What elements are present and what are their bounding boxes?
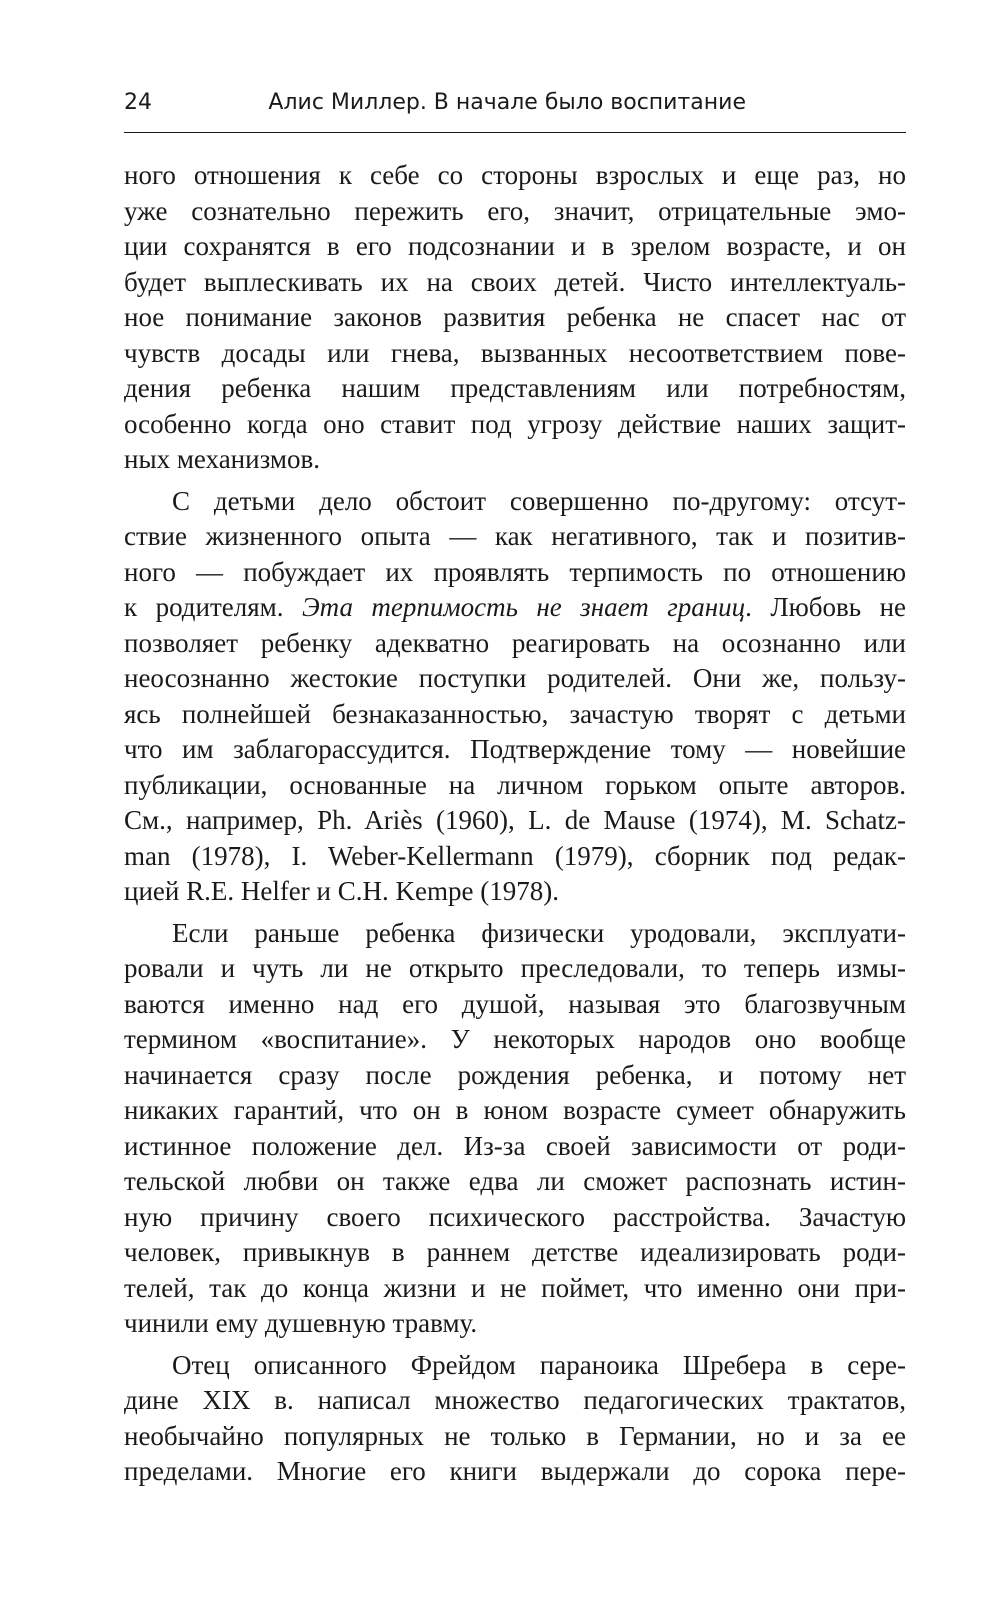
text-line: ного — побуждает их проявлять терпимость по отношению	[124, 556, 906, 587]
page-number: 24	[124, 90, 152, 115]
text-line: ваются именно над его душой, называя это благозвучным	[124, 988, 906, 1019]
running-title: Алис Миллер. В начале было воспитание	[268, 90, 746, 115]
text-line: уже сознательно пережить его, значит, отрицательные эмо-	[124, 195, 906, 226]
text-line: дения ребенка нашим представлениям или потребностям,	[124, 373, 906, 403]
text-run: . Любовь не	[745, 592, 906, 622]
text-line: начинается сразу после рождения ребенка, и потому нет	[124, 1059, 906, 1090]
text-line: неосознанно жестокие поступки родителей. Они же, пользу-	[124, 663, 906, 693]
text-line: человек, привыкнув в раннем детстве идеализировать роди-	[124, 1237, 906, 1267]
header-rule	[124, 132, 906, 133]
paragraph-1	[124, 158, 906, 478]
text-line: Отец описанного Фрейдом параноика Шребера в сере-	[172, 1349, 906, 1380]
text-line: ного отношения к себе со стороны взрослых и еще раз, но	[124, 160, 906, 190]
text-line: С детьми дело обстоит совершенно по-другому: отсут-	[172, 485, 906, 516]
text-line: ции сохранятся в его подсознании и в зрелом возрасте, и он	[124, 231, 906, 261]
text-line: истинное положение дел. Из-за своей зависимости от роди-	[124, 1130, 906, 1161]
text-line: телей, так до конца жизни и не поймет, что именно они при-	[124, 1272, 906, 1303]
running-head	[124, 86, 906, 126]
text-line: пределами. Многие его книги выдержали до сорока пере-	[124, 1456, 906, 1486]
text-line: чинили ему душевную травму.	[124, 1308, 478, 1338]
text-line: См., например, Ph. Ariès (1960), L. de Mause (1974), M. Schatz-	[124, 805, 906, 835]
text-line: man (1978), I. Weber-Kellermann (1979), сборник под редак-	[124, 840, 906, 871]
body-text	[124, 158, 906, 1490]
text-line: ных механизмов.	[124, 444, 320, 474]
text-line: тельской любви он также едва ли сможет распознать истин-	[124, 1166, 906, 1196]
paragraph-2	[124, 484, 906, 910]
text-line: ровали и чуть ли не открыто преследовали, то теперь измы-	[124, 953, 906, 983]
text-line: публикации, основанные на личном горьком опыте авторов.	[124, 769, 906, 800]
text-line: необычайно популярных не только в Германии, но и за ее	[124, 1420, 906, 1451]
text-line: цией R.E. Helfer и C.H. Kempe (1978).	[124, 876, 559, 906]
text-line: будет выплескивать их на своих детей. Чисто интеллектуаль-	[124, 266, 906, 297]
text-line: особенно когда оно ставит под угрозу действие наших защит-	[124, 408, 906, 439]
text-line: ясь полнейшей безнаказанностью, зачастую творят с детьми	[124, 698, 906, 729]
text-line: ную причину своего психического расстройства. Зачастую	[124, 1201, 906, 1232]
text-line: чувств досады или гнева, вызванных несоответствием пове-	[124, 337, 906, 368]
text-line: что им заблагорассудится. Подтверждение тому — новейшие	[124, 734, 906, 764]
text-line: Если раньше ребенка физически уродовали, эксплуати-	[172, 917, 906, 948]
paragraph-3	[124, 916, 906, 1342]
italic-phrase: Эта терпимость не знает границ	[301, 592, 746, 622]
text-line: ное понимание законов развития ребенка не спасет нас от	[124, 302, 906, 332]
text-line-emphasis	[124, 590, 906, 626]
paragraph-4	[124, 1348, 906, 1490]
text-line: ствие жизненного опыта — как негативного, так и позитив-	[124, 521, 906, 551]
text-run: к родителям.	[124, 592, 302, 622]
text-line: дине XIX в. написал множество педагогических трактатов,	[124, 1385, 906, 1415]
text-line: никаких гарантий, что он в юном возрасте сумеет обнаружить	[124, 1095, 906, 1125]
text-line: термином «воспитание». У некоторых народов оно вообще	[124, 1024, 906, 1054]
text-line: позволяет ребенку адекватно реагировать на осознанно или	[124, 627, 906, 658]
